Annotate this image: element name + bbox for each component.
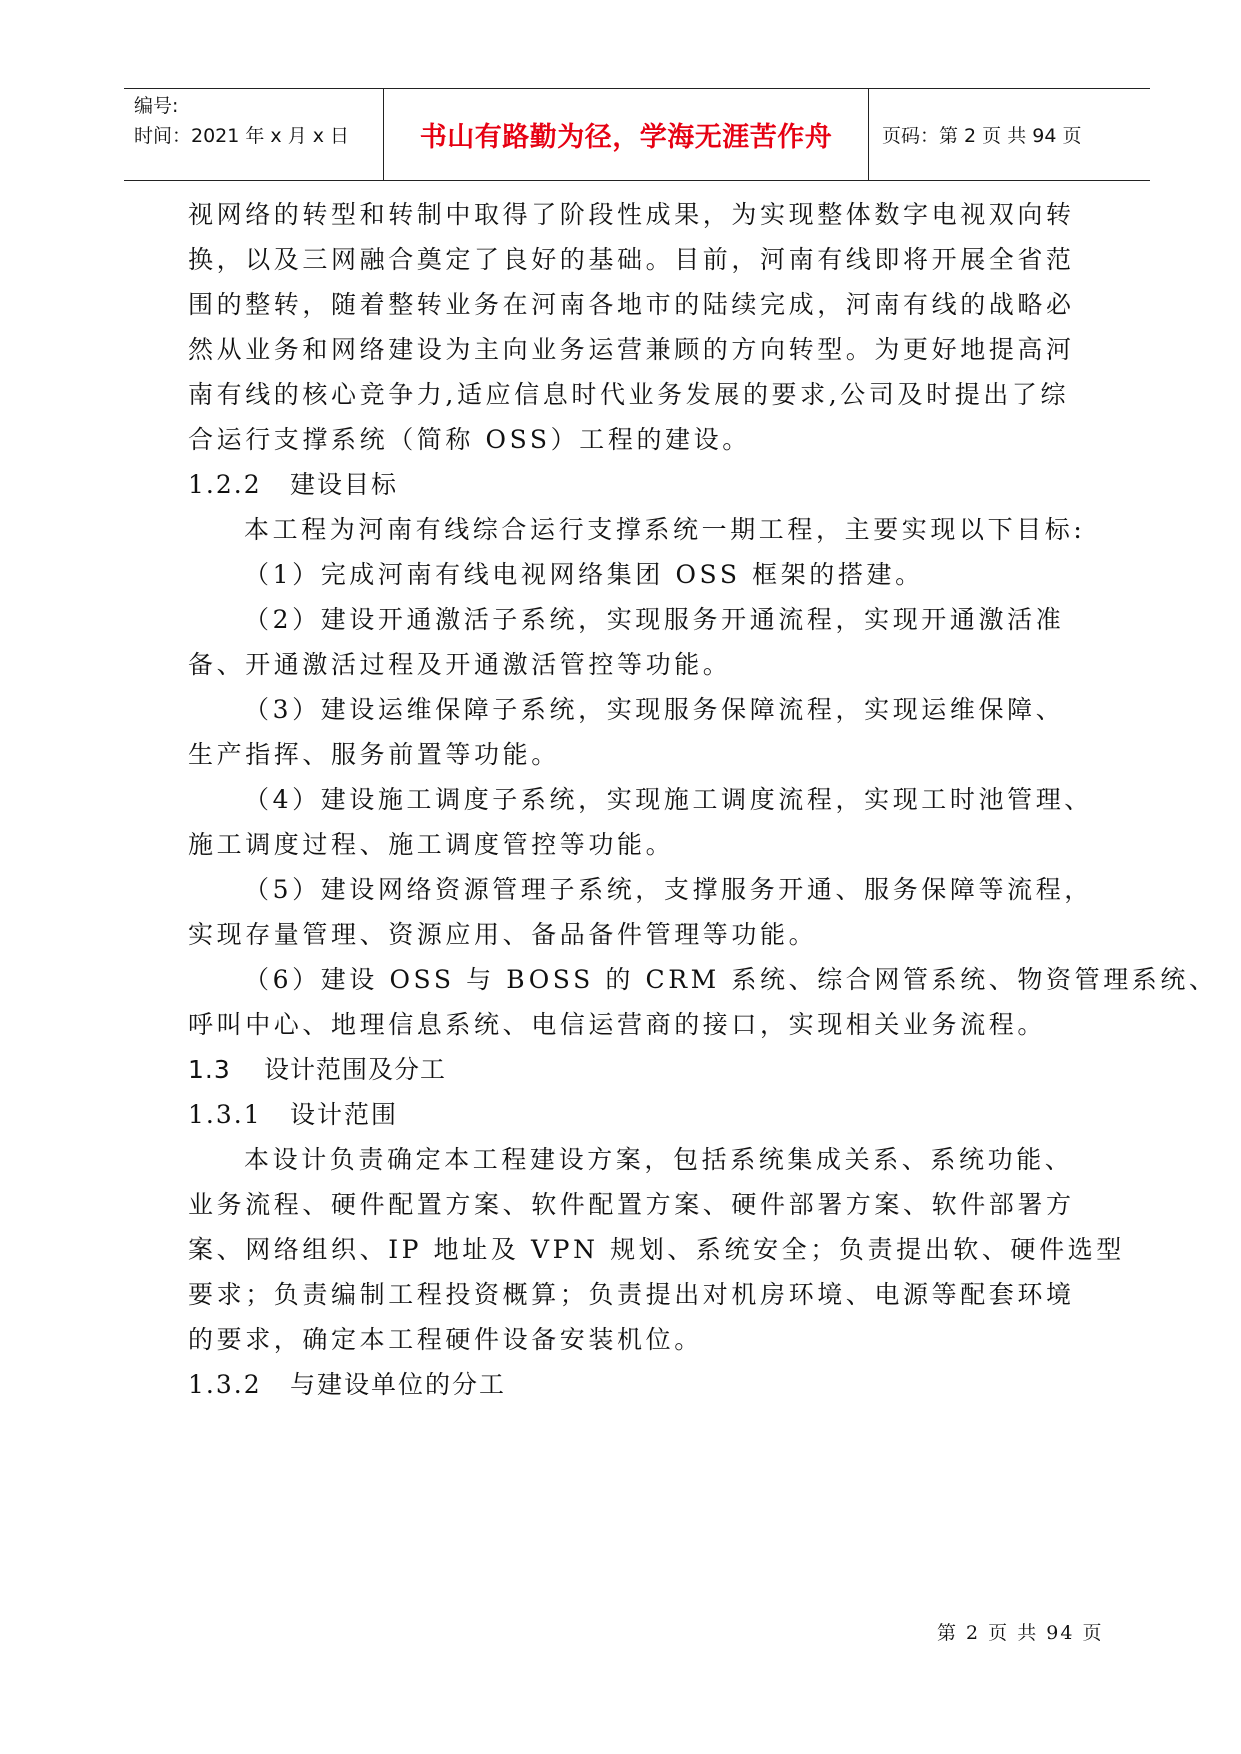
header-motto: 书山有路勤为径，学海无涯苦作舟	[419, 121, 833, 153]
paragraph-line: 然从业务和网络建设为主向业务运营兼顾的方向转型。为更好地提高河	[188, 335, 1075, 364]
paragraph-line: 要求；负责编制工程投资概算；负责提出对机房环境、电源等配套环境	[188, 1280, 1075, 1309]
paragraph-line: 案、网络组织、IP 地址及 VPN 规划、系统安全；负责提出软、硬件选型	[188, 1235, 1125, 1264]
paragraph-line: 业务流程、硬件配置方案、软件配置方案、硬件部署方案、软件部署方	[188, 1190, 1075, 1219]
paragraph-line: 视网络的转型和转制中取得了阶段性成果，为实现整体数字电视双向转	[188, 200, 1075, 229]
paragraph-line: 换，以及三网融合奠定了良好的基础。目前，河南有线即将开展全省范	[188, 245, 1075, 274]
page-header	[124, 88, 1150, 181]
paragraph-line: 合运行支撑系统（简称 OSS）工程的建设。	[188, 425, 751, 454]
header-number: 编号:	[134, 95, 179, 117]
header-divider	[868, 89, 869, 180]
page-footer: 第 2 页 共 94 页	[937, 1622, 1104, 1644]
section-heading-1-2-2	[188, 468, 1088, 502]
section-heading-1-3-2	[188, 1368, 1088, 1402]
section-number: 1.2.2	[188, 470, 262, 499]
section-heading-1-3-1	[188, 1098, 1088, 1132]
goal-item-5: （5）建设网络资源管理子系统，支撑服务开通、服务保障等流程，	[244, 875, 1093, 904]
goal-item-3-cont: 生产指挥、服务前置等功能。	[188, 740, 560, 769]
section-number: 1.3	[188, 1055, 231, 1084]
section-heading-1-3	[188, 1053, 1088, 1087]
section-title: 与建设单位的分工	[290, 1370, 507, 1399]
goal-item-2-cont: 备、开通激活过程及开通激活管控等功能。	[188, 650, 732, 679]
paragraph-line: 本设计负责确定本工程建设方案，包括系统集成关系、系统功能、	[244, 1145, 1074, 1174]
section-title: 设计范围及分工	[264, 1055, 447, 1084]
goal-item-6: （6）建设 OSS 与 BOSS 的 CRM 系统、综合网管系统、物资管理系统、	[244, 965, 1218, 994]
goal-item-2: （2）建设开通激活子系统，实现服务开通流程，实现开通激活准	[244, 605, 1065, 634]
goal-item-1: （1）完成河南有线电视网络集团 OSS 框架的搭建。	[244, 560, 924, 589]
goal-item-5-cont: 实现存量管理、资源应用、备品备件管理等功能。	[188, 920, 818, 949]
goal-item-6-cont: 呼叫中心、地理信息系统、电信运营商的接口，实现相关业务流程。	[188, 1010, 1047, 1039]
goal-item-4-cont: 施工调度过程、施工调度管控等功能。	[188, 830, 675, 859]
section-title: 设计范围	[290, 1100, 399, 1129]
header-time: 时间：2021 年 x 月 x 日	[134, 125, 350, 147]
paragraph-line: 围的整转，随着整转业务在河南各地市的陆续完成，河南有线的战略必	[188, 290, 1075, 319]
paragraph-line: 南有线的核心竞争力,适应信息时代业务发展的要求,公司及时提出了综	[188, 380, 1070, 409]
paragraph-line: 本工程为河南有线综合运行支撑系统一期工程，主要实现以下目标:	[244, 515, 1086, 544]
header-page-info: 页码：第 2 页 共 94 页	[882, 124, 1082, 147]
header-meta	[134, 91, 349, 151]
paragraph-line: 的要求，确定本工程硬件设备安装机位。	[188, 1325, 703, 1354]
goal-item-3: （3）建设运维保障子系统，实现服务保障流程，实现运维保障、	[244, 695, 1065, 724]
section-number: 1.3.1	[188, 1100, 262, 1129]
goal-item-4: （4）建设施工调度子系统，实现施工调度流程，实现工时池管理、	[244, 785, 1093, 814]
section-number: 1.3.2	[188, 1370, 262, 1399]
section-title: 建设目标	[290, 470, 399, 499]
